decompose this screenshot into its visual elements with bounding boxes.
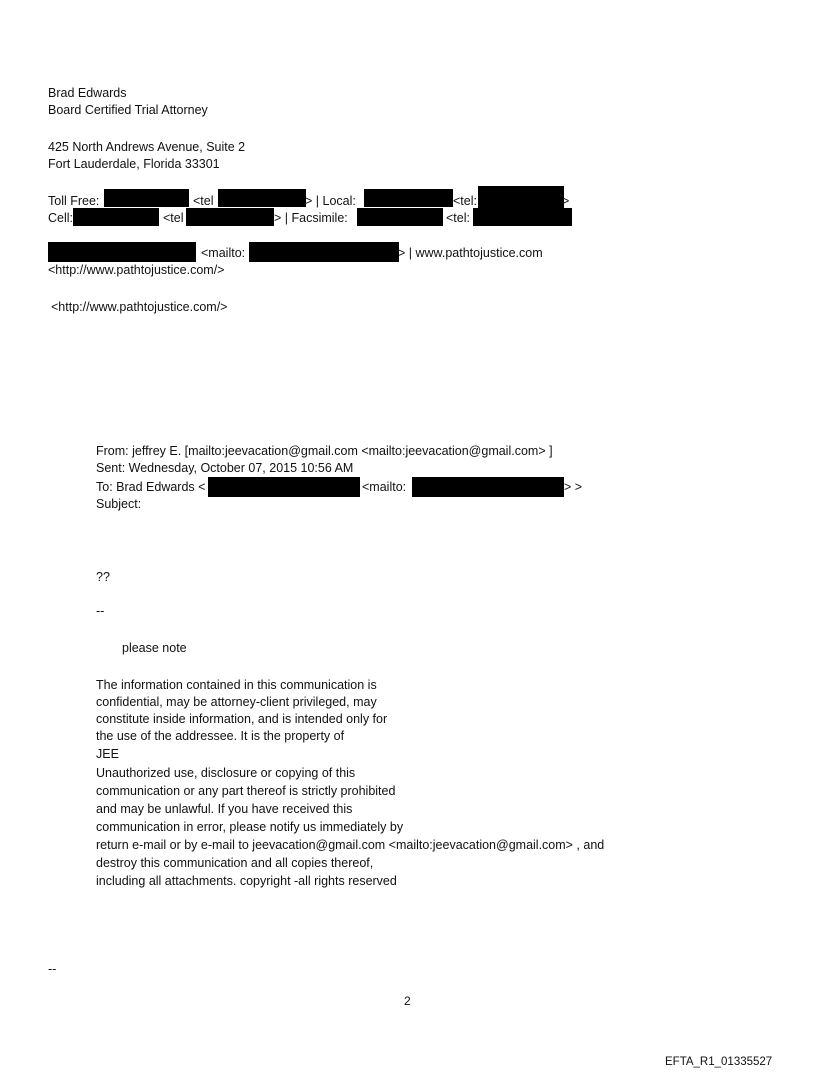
- disclaimer-line: communication or any part thereof is strictly prohibited: [96, 784, 396, 798]
- tel-open-text: <tel: [193, 194, 214, 208]
- redaction-box: [249, 242, 399, 262]
- redaction-box: [48, 242, 196, 262]
- toll-free-label: Toll Free:: [48, 194, 100, 208]
- disclaimer-line: return e-mail or by e-mail to jeevacation@gmail.com <mailto:jeevacation@gmail.com> , and: [96, 838, 605, 852]
- to-close-text: > >: [564, 480, 583, 494]
- disclaimer-line: including all attachments. copyright -all rights reserved: [96, 874, 397, 888]
- redaction-box: [186, 208, 274, 226]
- redaction-box: [478, 186, 564, 208]
- address-line-2: Fort Lauderdale, Florida 33301: [48, 157, 220, 171]
- sent-line: Sent: Wednesday, October 07, 2015 10:56 AM: [96, 461, 354, 475]
- document-id: EFTA_R1_01335527: [665, 1056, 773, 1068]
- message-text: ??: [96, 570, 110, 584]
- disclaimer-line: communication in error, please notify us immediately by: [96, 820, 404, 834]
- signature-dash: --: [96, 604, 105, 618]
- redaction-box: [218, 189, 306, 207]
- address-line-1: 425 North Andrews Avenue, Suite 2: [48, 140, 246, 154]
- tel-open-text: <tel: [163, 211, 184, 225]
- fax-sep-text: > | Facsimile:: [274, 211, 348, 225]
- tel-open-text: <tel:: [453, 194, 477, 208]
- local-sep-text: > | Local:: [305, 194, 356, 208]
- signature-title: Board Certified Trial Attorney: [48, 103, 208, 117]
- disclaimer-line: Unauthorized use, disclosure or copying of this: [96, 766, 356, 780]
- cell-label: Cell:: [48, 211, 74, 225]
- to-label: To: Brad Edwards <: [96, 480, 206, 494]
- disclaimer-line: and may be unlawful. If you have received this: [96, 802, 353, 816]
- website-url-link[interactable]: <http://www.pathtojustice.com/>: [51, 300, 228, 314]
- page-number: 2: [404, 994, 411, 1008]
- to-mailto-text: <mailto:: [362, 480, 407, 494]
- disclaimer-line: destroy this communication and all copies thereof,: [96, 856, 374, 870]
- subject-line: Subject:: [96, 497, 142, 511]
- disclaimer-line: JEE: [96, 747, 119, 761]
- redaction-box: [73, 208, 159, 226]
- website-url-link[interactable]: <http://www.pathtojustice.com/>: [48, 263, 225, 277]
- redaction-box: [357, 208, 443, 226]
- signature-name: Brad Edwards: [48, 86, 127, 100]
- redaction-box: [208, 477, 360, 497]
- from-line: From: jeffrey E. [mailto:jeevacation@gmail.com <mailto:jeevacation@gmail.com> ]: [96, 444, 553, 458]
- close-bracket: >: [562, 194, 570, 208]
- redaction-box: [364, 189, 453, 207]
- please-note-text: please note: [122, 641, 187, 655]
- website-link[interactable]: > | www.pathtojustice.com: [398, 246, 543, 260]
- tel-open-text: <tel:: [446, 211, 470, 225]
- bottom-dash: --: [48, 962, 57, 976]
- disclaimer-line: confidential, may be attorney-client privileged, may: [96, 695, 377, 709]
- redaction-box: [412, 477, 564, 497]
- disclaimer-line: The information contained in this communication is: [96, 678, 377, 692]
- mailto-open-text: <mailto:: [201, 246, 246, 260]
- disclaimer-line: constitute inside information, and is intended only for: [96, 712, 388, 726]
- redaction-box: [473, 208, 572, 226]
- redaction-box: [104, 189, 189, 207]
- disclaimer-line: the use of the addressee. It is the property of: [96, 729, 345, 743]
